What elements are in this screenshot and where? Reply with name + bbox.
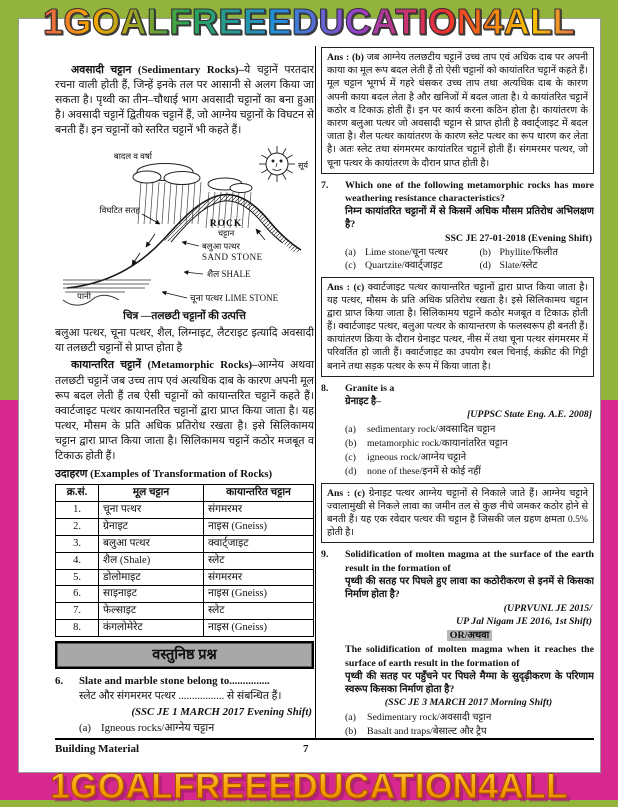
question-9-source-1a: (UPRVUNL JE 2015/ bbox=[503, 602, 592, 614]
question-9-text-hi-1: पृथ्वी की सतह पर पिघले हुए लावा का कठोरीकरण से इनमें से किसका निर्माण होता है? bbox=[345, 576, 594, 601]
metamorphic-paragraph bbox=[55, 358, 314, 464]
answer-6-label: Ans : (b) bbox=[327, 52, 364, 63]
right-column bbox=[321, 47, 594, 737]
question-9-number: 9. bbox=[321, 549, 329, 561]
question-8-option-a: (a) sedimentary rock/अवसादित चट्टान bbox=[345, 423, 496, 435]
left-column bbox=[55, 63, 314, 735]
question-7-option-c: (c) Quartzite/क्वार्ट्जाइट bbox=[345, 260, 443, 272]
question-7-number: 7. bbox=[321, 179, 329, 191]
col-header-original-rock: मूल चट्टान bbox=[99, 485, 204, 502]
question-9-source-1b: UP Jal Nigam JE 2016, 1st Shift) bbox=[456, 615, 592, 627]
question-9-option-a: (a) Sedimentary rock/अवसादी चट्टान bbox=[345, 711, 492, 723]
footer-title: Building Material bbox=[55, 743, 140, 755]
col-header-metamorphosed-rock: कायान्तरित चट्टान bbox=[204, 485, 314, 502]
question-9-text-hi-2: पृथ्वी की सतह पर पहुँचने पर पिघले मैग्मा के सुदृढ़ीकरण के परिणाम स्वरूप किसका निर्माण होता है? bbox=[345, 670, 594, 696]
question-9-option-b: (b) Basalt and traps/बेसाल्ट और ट्रैप bbox=[345, 725, 487, 737]
sandstone-label-hi: बलुआ पत्थर bbox=[202, 240, 240, 251]
answer-8-box bbox=[321, 483, 594, 544]
table-row: 5. डोलोमाइट संगमरमर bbox=[56, 569, 314, 586]
question-6-option-a: (a) Igneous rocks/आग्नेय चट्टान bbox=[79, 721, 215, 734]
question-9 bbox=[321, 548, 594, 737]
table-row: 4. शैल (Shale) स्लेट bbox=[56, 552, 314, 569]
metamorphic-text: आग्नेय अथवा तलछटी चट्टानें जब उच्च ताप एवं अत्यधिक दाब के कारण अपनी मूल रूप बदल लेती हैं तब ऐसी चट्टानों को कायान्तरित चट्टानें कहते हैं। क्वार्टजाइट पत्थर कायानतरित चट्टानों द्वारा प्राप्त किया जाता है। यह पत्थर, मौसम के प्रति अधिक प्रतिरोध रखता है। इसे सिलिकामय चट्टान द्वारा प्राप्त किया जाता है। सिलिकामय चट्टानें कठोर मजबूत व टिकाऊ होती हैं। bbox=[55, 359, 314, 463]
examples-heading: उदाहरण (Examples of Transformation of Rocks) bbox=[55, 468, 273, 481]
sun-icon bbox=[259, 146, 295, 182]
sun-label: सूर्य bbox=[298, 160, 309, 170]
objective-questions-banner: वस्तुनिष्ठ प्रश्न bbox=[55, 641, 314, 669]
cloud-icon bbox=[133, 163, 252, 192]
table-row: 8. कंगलोमेरेट नाइस (Gneiss) bbox=[56, 620, 314, 637]
sedimentary-text: ये चट्टानें परतदार रचना वाली होती हैं, जिन्हें इनके तल पर आसानी से अलग किया जा सकता है। पृथ्वी का तीन–चौथाई भाग अवसादी चट्टानों का बना हुआ है। अवसादी चट्टानें द्वितीयक चट्टानें हैं, जो आग्नेय चट्टानों के विघटन से बनती हैं। इन चट्टानों को स्तरित चट्टानें भी कहते हैं। bbox=[55, 64, 314, 137]
question-7-source: SSC JE 27-01-2018 (Evening Shift) bbox=[444, 232, 592, 244]
question-9-text-en-2: The solidification of molten magma when it reaches the surface of earth result in the formation of bbox=[345, 644, 594, 669]
question-8-option-c: (c) igneous rock/आग्नेय चट्टाने bbox=[345, 452, 467, 464]
question-8 bbox=[321, 382, 594, 479]
answer-6-box bbox=[321, 47, 594, 174]
column-divider bbox=[315, 46, 316, 738]
water-label: पानी bbox=[77, 290, 91, 301]
footer-rule bbox=[55, 738, 594, 740]
sedimentary-heading: अवसादी चट्टान (Sedimentary Rocks)– bbox=[71, 64, 245, 76]
question-7-option-b: (b) Phyllite/फिलीत bbox=[479, 247, 558, 259]
figure-caption: चित्र —तलछटी चट्टानों की उत्पत्ति bbox=[123, 310, 246, 322]
page bbox=[18, 18, 601, 773]
question-9-source-2: (SSC JE 3 MARCH 2017 Morning Shift) bbox=[384, 697, 553, 709]
sandstone-label-en: SAND STONE bbox=[202, 251, 263, 262]
sedimentary-rocks-figure bbox=[55, 142, 314, 325]
question-8-number: 8. bbox=[321, 382, 329, 394]
answer-6-text: जब आग्नेय तलछटीय चट्टानें उच्च ताप एवं अधिक दाब पर अपनी काया का मूल रूप बदल लेती हैं तो ऐसी चट्टानों को कायांतरित चट्टानें कहते हैं। मूल चट्टान भूगर्भ में गहरे धंसकर उच्च ताप तथा अत्यधिक दाब के कारण अपनी काया बदल लेता है और खनिजों में बदल जाता है। ये कायांतरित चट्टानें कठोर व टिकाऊ होती हैं। इन पर कार्य करना कठिन होता है। कायांतरण के कारण बलुआ पत्थर जो अवसादी चट्टान से प्राप्त होती है क्वार्ट्जाइट में बदल जाता है। शैल पत्थर कायांतरण के कारण स्लेट पत्थर का रूप धारण कर लेता है। अतः स्लेट तथा संगमरमर कायांतरित चट्टानें होती हैं। संगमरमर पत्थर, जो चूना पत्थर के कायांतरण के दौरान प्राप्त होती है। bbox=[327, 52, 588, 169]
sediment-products-paragraph: बलुआ पत्थर, चूना पत्थर, शैल, लिग्नाइट, लैटराइट इत्यादि अवसादी या तलछटी चट्टानों से प्राप्त होता है bbox=[55, 327, 314, 355]
table-header-row bbox=[56, 485, 314, 502]
table-row: 3. बलुआ पत्थर क्वार्ट्जाइट bbox=[56, 535, 314, 552]
site-banner-bottom: 1GOALFREEEDUCATION4ALL bbox=[0, 767, 618, 807]
question-6-text-hi: स्लेट और संगमरमर पत्थर ................. से संबन्धित हैं। bbox=[79, 690, 282, 703]
page-footer bbox=[55, 743, 594, 755]
shale-label: शैल SHALE bbox=[207, 268, 251, 279]
site-banner-top: 1GOALFREEEDUCATION4ALL bbox=[0, 1, 618, 43]
page-number: 7 bbox=[302, 743, 309, 755]
or-separator: OR/अथवा bbox=[345, 629, 594, 642]
question-7-option-d: (d) Slate/स्लेट bbox=[479, 260, 538, 272]
question-6-text-en: Slate and marble stone belong to............... bbox=[79, 675, 270, 688]
answer-8-label: Ans : (c) bbox=[327, 487, 365, 499]
question-8-text-en: Granite is a bbox=[345, 382, 395, 394]
limestone-label: चूना पत्थर LIME STONE bbox=[190, 292, 279, 303]
question-7-option-a: (a) Lime stone/चूना पत्थर bbox=[345, 247, 448, 259]
metamorphic-heading: कायान्तरित चट्टानें (Metamorphic Rocks)– bbox=[71, 359, 258, 372]
rock-label-hi: चट्टान bbox=[217, 227, 235, 238]
weathered-surface-label: विघटित सतह bbox=[99, 204, 140, 215]
answer-7-label: Ans : (c) bbox=[327, 281, 365, 293]
question-6-number: 6. bbox=[55, 675, 64, 688]
question-7-options bbox=[345, 246, 594, 273]
cloud-label: बादल व वर्षा bbox=[113, 150, 152, 161]
question-9-text-en-1: Solidification of molten magma at the surface of the earth result in the formation of bbox=[345, 549, 594, 574]
question-6-source: (SSC JE 1 MARCH 2017 Evening Shift) bbox=[131, 705, 312, 718]
question-7-text-hi: निम्न कायांतरित चट्टानों में से किसमें अधिक मौसम प्रतिरोध अभिलक्षण है? bbox=[345, 206, 594, 231]
col-header-serial: क्र.सं. bbox=[56, 485, 99, 502]
transformation-table bbox=[55, 484, 314, 637]
rock-label-en: ROCK bbox=[209, 218, 243, 229]
table-row: 7. फेल्साइट स्लेट bbox=[56, 603, 314, 620]
table-row: 1. चूना पत्थर संगमरमर bbox=[56, 502, 314, 519]
table-row: 6. साइनाइट नाइस (Gneiss) bbox=[56, 586, 314, 603]
question-8-option-b: (b) metamorphic rock/कायानांतरित चट्टान bbox=[345, 437, 508, 449]
question-8-text-hi: ग्रेनाइट है– bbox=[345, 396, 382, 408]
question-7-text-en: Which one of the following metamorphic rocks has more weathering resistance characteristics? bbox=[345, 179, 594, 204]
question-7 bbox=[321, 179, 594, 273]
answer-7-text: क्वार्टजाइट पत्थर कायान्तरित चट्टानों द्वारा प्राप्त किया जाता है। यह पत्थर, मौसम के प्रति अधिक प्रतिरोध रखता है। इसे सिलिकामय चट्टान द्वारा प्राप्त किया जाता है। सिलिकामय चट्टानें कठोर मजबूत व टिकाऊ होती हैं। क्वार्टजाइट पत्थर, बलुआ पत्थर के कायान्तरण के फलस्वरूप ही बनती हैं। कायांतरण क्रिया के दौरान ग्रेनाइट पत्थर, नीस में तथा चूना पत्थर संगमरमर में परिवर्तित हो जाती हैं। क्वार्टजाइट का उपयोग रबल चिनाई, कंक्रीट की गिट्टी बनाने तथा सड़क पत्थर के रूप में किया जाता है। bbox=[327, 281, 588, 372]
question-8-source: [UPPSC State Eng. A.E. 2008] bbox=[466, 409, 592, 421]
table-row: 2. ग्रेनाइट नाइस (Gneiss) bbox=[56, 519, 314, 536]
sedimentary-paragraph bbox=[55, 63, 314, 139]
question-8-option-d: (d) none of these/इनमें से कोई नहीं bbox=[345, 466, 481, 478]
answer-8-text: ग्रेनाइट पत्थर आग्नेय चट्टानों से निकाले जाते हैं। आग्नेय चट्टाने ज्वालामुखी से निकले लावा का जमीन तल से कुछ नीचे जमकर कठोर होने से बनती हैं। यह एक रवेदार पत्थर की चट्टान है जिसकी जल ग्रहण क्षमता 0.5% होती है। bbox=[327, 487, 589, 539]
question-6 bbox=[55, 674, 314, 735]
answer-7-box bbox=[321, 277, 594, 377]
